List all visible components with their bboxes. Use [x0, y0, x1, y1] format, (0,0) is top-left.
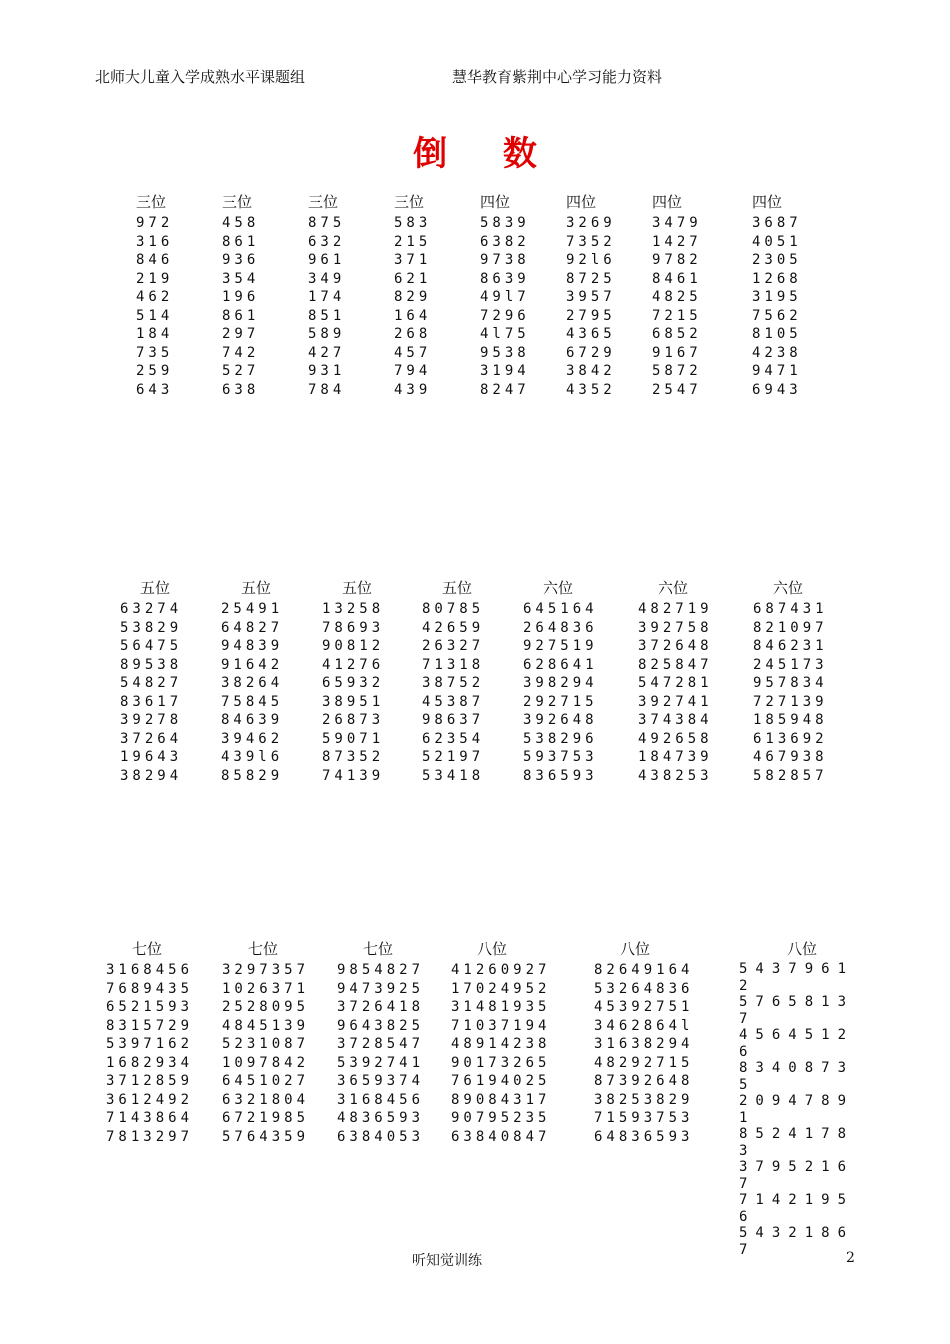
- number-row: 6384053: [337, 1128, 425, 1145]
- number-row: 392758: [638, 619, 713, 636]
- number-row: 45392751: [594, 999, 694, 1015]
- number-row: 727139: [753, 693, 828, 710]
- number-row: 372648: [638, 638, 713, 654]
- number-row: 45387: [422, 693, 485, 710]
- number-row: 374384: [638, 712, 713, 728]
- number-column: [322, 577, 384, 785]
- number-row: 3842: [566, 363, 616, 379]
- number-row: 215: [394, 233, 432, 250]
- number-row: 851: [308, 307, 346, 324]
- number-row: 392648: [523, 712, 598, 728]
- number-row: 457: [394, 344, 432, 361]
- number-row: 8105: [752, 326, 802, 342]
- number-row: 583: [394, 215, 432, 231]
- number-column: [752, 191, 802, 399]
- number-row: 3168456: [106, 962, 194, 978]
- number-row: 84639: [221, 712, 284, 728]
- number-row: 292715: [523, 693, 598, 710]
- column-heading: 五位: [442, 579, 473, 597]
- column-heading: 八位: [477, 940, 508, 958]
- number-column: [566, 191, 616, 399]
- number-row: 71318: [422, 656, 485, 673]
- number-row: 91642: [221, 656, 284, 673]
- number-row: 259: [136, 363, 174, 379]
- number-row: 245173: [753, 656, 828, 673]
- number-row: 735: [136, 344, 174, 361]
- number-row: 65932: [322, 675, 385, 691]
- number-row: 6721985: [222, 1110, 310, 1126]
- number-row: 3479: [652, 215, 702, 231]
- number-column: [652, 191, 702, 399]
- number-row: 76194025: [451, 1073, 551, 1089]
- column-heading: 七位: [363, 940, 394, 958]
- number-row: 861: [222, 233, 260, 250]
- number-row: 398294: [523, 675, 598, 691]
- number-row: 458: [222, 215, 260, 231]
- number-row: 439: [394, 381, 432, 398]
- number-row: 3957: [566, 289, 616, 305]
- number-row: 82649164: [594, 962, 694, 978]
- column-heading: 六位: [543, 579, 574, 597]
- number-row: 8639: [480, 270, 530, 287]
- number-row: 645164: [523, 601, 598, 617]
- number-row: 268: [394, 326, 432, 342]
- number-row: 7689435: [106, 980, 194, 997]
- number-row: 514: [136, 307, 174, 324]
- number-row: 85241783: [739, 1126, 855, 1159]
- number-row: 54827: [120, 675, 183, 691]
- number-row: 7215: [652, 307, 702, 324]
- number-row: 821097: [753, 619, 828, 636]
- number-row: 54379612: [739, 961, 855, 994]
- number-row: 4845139: [222, 1017, 310, 1034]
- number-row: 6852: [652, 326, 702, 342]
- number-column-wrapped: [739, 938, 865, 1258]
- number-row: 3462864l: [594, 1017, 694, 1034]
- number-row: 4238: [752, 344, 802, 361]
- number-row: 3297357: [222, 962, 310, 978]
- number-row: 90795235: [451, 1110, 551, 1126]
- number-row: 42659: [422, 619, 485, 636]
- number-row: 931: [308, 363, 346, 379]
- number-row: 71421956: [739, 1192, 855, 1225]
- number-row: 7562: [752, 307, 802, 324]
- number-row: 3728547: [337, 1036, 425, 1052]
- number-column: [753, 577, 828, 785]
- number-row: 957834: [753, 675, 828, 691]
- column-heading: 五位: [342, 579, 373, 597]
- number-row: 90173265: [451, 1054, 551, 1071]
- number-row: 184739: [638, 749, 713, 765]
- number-row: 17024952: [451, 980, 551, 997]
- number-row: 875: [308, 215, 346, 231]
- number-row: 3168456: [337, 1091, 425, 1108]
- number-row: 936: [222, 252, 260, 268]
- number-row: 4825: [652, 289, 702, 305]
- number-row: 9643825: [337, 1017, 425, 1034]
- column-heading: 三位: [222, 193, 253, 211]
- number-row: 25491: [221, 601, 284, 617]
- number-row: 54321867: [739, 1225, 855, 1258]
- number-row: 38294: [120, 767, 183, 784]
- column-heading: 四位: [566, 193, 597, 211]
- number-row: 427: [308, 344, 346, 361]
- number-row: 3612492: [106, 1091, 194, 1108]
- header-left: 北师大儿童入学成熟水平课题组: [95, 68, 306, 86]
- number-row: 62354: [422, 730, 485, 747]
- number-column: [222, 938, 309, 1146]
- number-row: 9738: [480, 252, 530, 268]
- number-row: 628641: [523, 656, 598, 673]
- number-row: 83617: [120, 693, 183, 710]
- number-row: 8315729: [106, 1017, 194, 1034]
- number-row: 53829: [120, 619, 183, 636]
- number-row: 5397162: [106, 1036, 194, 1052]
- number-row: 547281: [638, 675, 713, 691]
- number-row: 972: [136, 215, 174, 231]
- number-row: 4836593: [337, 1110, 425, 1126]
- number-row: 41276: [322, 656, 385, 673]
- column-heading: 七位: [132, 940, 163, 958]
- number-row: 582857: [753, 767, 828, 784]
- number-row: 9538: [480, 344, 530, 361]
- number-row: 5392741: [337, 1054, 425, 1071]
- number-row: 78693: [322, 619, 385, 636]
- number-row: 9473925: [337, 980, 425, 997]
- number-row: 74139: [322, 767, 385, 784]
- number-row: 19643: [120, 749, 183, 765]
- number-row: 829: [394, 289, 432, 305]
- number-row: 7143864: [106, 1110, 194, 1126]
- number-row: 349: [308, 270, 346, 287]
- number-row: 8725: [566, 270, 616, 287]
- number-row: 961: [308, 252, 346, 268]
- number-row: 2305: [752, 252, 802, 268]
- number-row: 52197: [422, 749, 485, 765]
- column-heading: 三位: [136, 193, 167, 211]
- number-row: 13258: [322, 601, 385, 617]
- column-heading: 八位: [620, 940, 651, 958]
- number-column: [451, 938, 550, 1146]
- number-row: 8461: [652, 270, 702, 287]
- header-right: 慧华教育紫荆中心学习能力资料: [452, 68, 663, 86]
- number-row: 6321804: [222, 1091, 310, 1108]
- number-row: 39278: [120, 712, 183, 728]
- number-row: 2795: [566, 307, 616, 324]
- number-row: 687431: [753, 601, 828, 617]
- number-row: 37952167: [739, 1159, 855, 1192]
- number-row: 80785: [422, 601, 485, 617]
- number-row: 6382: [480, 233, 530, 250]
- column-heading: 四位: [480, 193, 511, 211]
- number-column: [394, 191, 431, 399]
- number-row: 613692: [753, 730, 828, 747]
- number-row: 164: [394, 307, 432, 324]
- number-row: 9782: [652, 252, 702, 268]
- number-row: 354: [222, 270, 260, 287]
- number-row: 63274: [120, 601, 183, 617]
- number-column: [222, 191, 259, 399]
- column-heading: 四位: [752, 193, 783, 211]
- column-heading: 三位: [308, 193, 339, 211]
- number-row: 87352: [322, 749, 385, 765]
- number-row: 482719: [638, 601, 713, 617]
- number-row: 38253829: [594, 1091, 694, 1108]
- number-column: [136, 191, 173, 399]
- number-row: 9854827: [337, 962, 425, 978]
- number-row: 48292715: [594, 1054, 694, 1071]
- number-row: 26873: [322, 712, 385, 728]
- number-row: 371: [394, 252, 432, 268]
- number-column: [422, 577, 484, 785]
- page-number: 2: [846, 1250, 855, 1266]
- number-row: 7352: [566, 233, 616, 250]
- number-row: 75845: [221, 693, 284, 710]
- column-heading: 四位: [652, 193, 683, 211]
- number-row: 94839: [221, 638, 284, 654]
- footer-text: 听知觉训练: [412, 1253, 482, 1269]
- number-row: 90812: [322, 638, 385, 654]
- number-row: 439l6: [221, 749, 284, 765]
- number-row: 92l6: [566, 252, 616, 268]
- number-row: 297: [222, 326, 260, 342]
- number-row: 64836593: [594, 1128, 694, 1145]
- number-row: 8247: [480, 381, 530, 398]
- number-row: 4l75: [480, 326, 530, 342]
- number-row: 38752: [422, 675, 485, 691]
- number-row: 219: [136, 270, 174, 287]
- number-row: 927519: [523, 638, 598, 654]
- number-row: 593753: [523, 749, 598, 765]
- number-row: 48914238: [451, 1036, 551, 1052]
- column-heading: 八位: [786, 940, 817, 958]
- number-row: 3712859: [106, 1073, 194, 1089]
- number-row: 4365: [566, 326, 616, 342]
- number-row: 638: [222, 381, 260, 398]
- number-row: 6521593: [106, 999, 194, 1015]
- number-column: [638, 577, 713, 785]
- number-row: 5764359: [222, 1128, 310, 1145]
- number-row: 98637: [422, 712, 485, 728]
- number-row: 174: [308, 289, 346, 305]
- number-row: 3195: [752, 289, 802, 305]
- number-row: 3269: [566, 215, 616, 231]
- number-row: 56475: [120, 638, 183, 654]
- column-heading: 七位: [248, 940, 279, 958]
- number-row: 643: [136, 381, 174, 398]
- number-column: [480, 191, 530, 399]
- number-row: 1427: [652, 233, 702, 250]
- number-row: 794: [394, 363, 432, 379]
- number-row: 392741: [638, 693, 713, 710]
- number-row: 846: [136, 252, 174, 268]
- number-row: 38951: [322, 693, 385, 710]
- number-row: 57658137: [739, 994, 855, 1027]
- number-column: [106, 938, 193, 1146]
- number-row: 89084317: [451, 1091, 551, 1108]
- number-row: 836593: [523, 767, 598, 784]
- number-row: 53418: [422, 767, 485, 784]
- number-row: 7813297: [106, 1128, 194, 1145]
- number-row: 20947891: [739, 1093, 855, 1126]
- number-row: 492658: [638, 730, 713, 747]
- number-row: 4051: [752, 233, 802, 250]
- number-column: [120, 577, 182, 785]
- number-row: 184: [136, 326, 174, 342]
- number-row: 1097842: [222, 1054, 310, 1071]
- number-row: 71037194: [451, 1017, 551, 1034]
- number-row: 784: [308, 381, 346, 398]
- number-row: 64827: [221, 619, 284, 636]
- number-row: 45645126: [739, 1027, 855, 1060]
- number-row: 9471: [752, 363, 802, 379]
- number-row: 63840847: [451, 1128, 551, 1145]
- number-row: 742: [222, 344, 260, 361]
- number-row: 87392648: [594, 1073, 694, 1089]
- number-row: 316: [136, 233, 174, 250]
- number-row: 85829: [221, 767, 284, 784]
- number-row: 41260927: [451, 962, 551, 978]
- number-row: 38264: [221, 675, 284, 691]
- number-row: 39462: [221, 730, 284, 747]
- number-row: 31481935: [451, 999, 551, 1015]
- number-row: 538296: [523, 730, 598, 747]
- number-row: 438253: [638, 767, 713, 784]
- number-row: 4352: [566, 381, 616, 398]
- number-row: 59071: [322, 730, 385, 747]
- number-row: 3659374: [337, 1073, 425, 1089]
- number-column: [221, 577, 283, 785]
- number-row: 621: [394, 270, 432, 287]
- column-heading: 六位: [773, 579, 804, 597]
- number-row: 825847: [638, 656, 713, 673]
- number-row: 462: [136, 289, 174, 305]
- number-row: 632: [308, 233, 346, 250]
- number-row: 53264836: [594, 980, 694, 997]
- number-column: [523, 577, 598, 785]
- number-row: 846231: [753, 638, 828, 654]
- column-heading: 五位: [241, 579, 272, 597]
- number-row: 196: [222, 289, 260, 305]
- number-column: [594, 938, 693, 1146]
- number-row: 37264: [120, 730, 183, 747]
- number-row: 6451027: [222, 1073, 310, 1089]
- page-title: 倒 数: [413, 134, 559, 174]
- column-heading: 六位: [658, 579, 689, 597]
- number-row: 1682934: [106, 1054, 194, 1071]
- number-row: 9167: [652, 344, 702, 361]
- column-heading: 三位: [394, 193, 425, 211]
- number-row: 1026371: [222, 980, 310, 997]
- number-row: 6729: [566, 344, 616, 361]
- number-column: [308, 191, 345, 399]
- number-row: 1268: [752, 270, 802, 287]
- number-row: 467938: [753, 749, 828, 765]
- number-row: 589: [308, 326, 346, 342]
- number-row: 71593753: [594, 1110, 694, 1126]
- number-row: 2547: [652, 381, 702, 398]
- number-row: 3726418: [337, 999, 425, 1015]
- number-row: 861: [222, 307, 260, 324]
- number-row: 5839: [480, 215, 530, 231]
- number-row: 49l7: [480, 289, 530, 305]
- number-row: 5231087: [222, 1036, 310, 1052]
- number-row: 31638294: [594, 1036, 694, 1052]
- number-row: 264836: [523, 619, 598, 636]
- number-row: 185948: [753, 712, 828, 728]
- number-row: 7296: [480, 307, 530, 324]
- number-row: 83408735: [739, 1060, 855, 1093]
- number-row: 5872: [652, 363, 702, 379]
- number-column: [337, 938, 424, 1146]
- number-row: 527: [222, 363, 260, 379]
- number-row: 6943: [752, 381, 802, 398]
- number-row: 2528095: [222, 999, 310, 1015]
- number-row: 3687: [752, 215, 802, 231]
- column-heading: 五位: [140, 579, 171, 597]
- number-row: 26327: [422, 638, 485, 654]
- number-row: 3194: [480, 363, 530, 379]
- number-row: 89538: [120, 656, 183, 673]
